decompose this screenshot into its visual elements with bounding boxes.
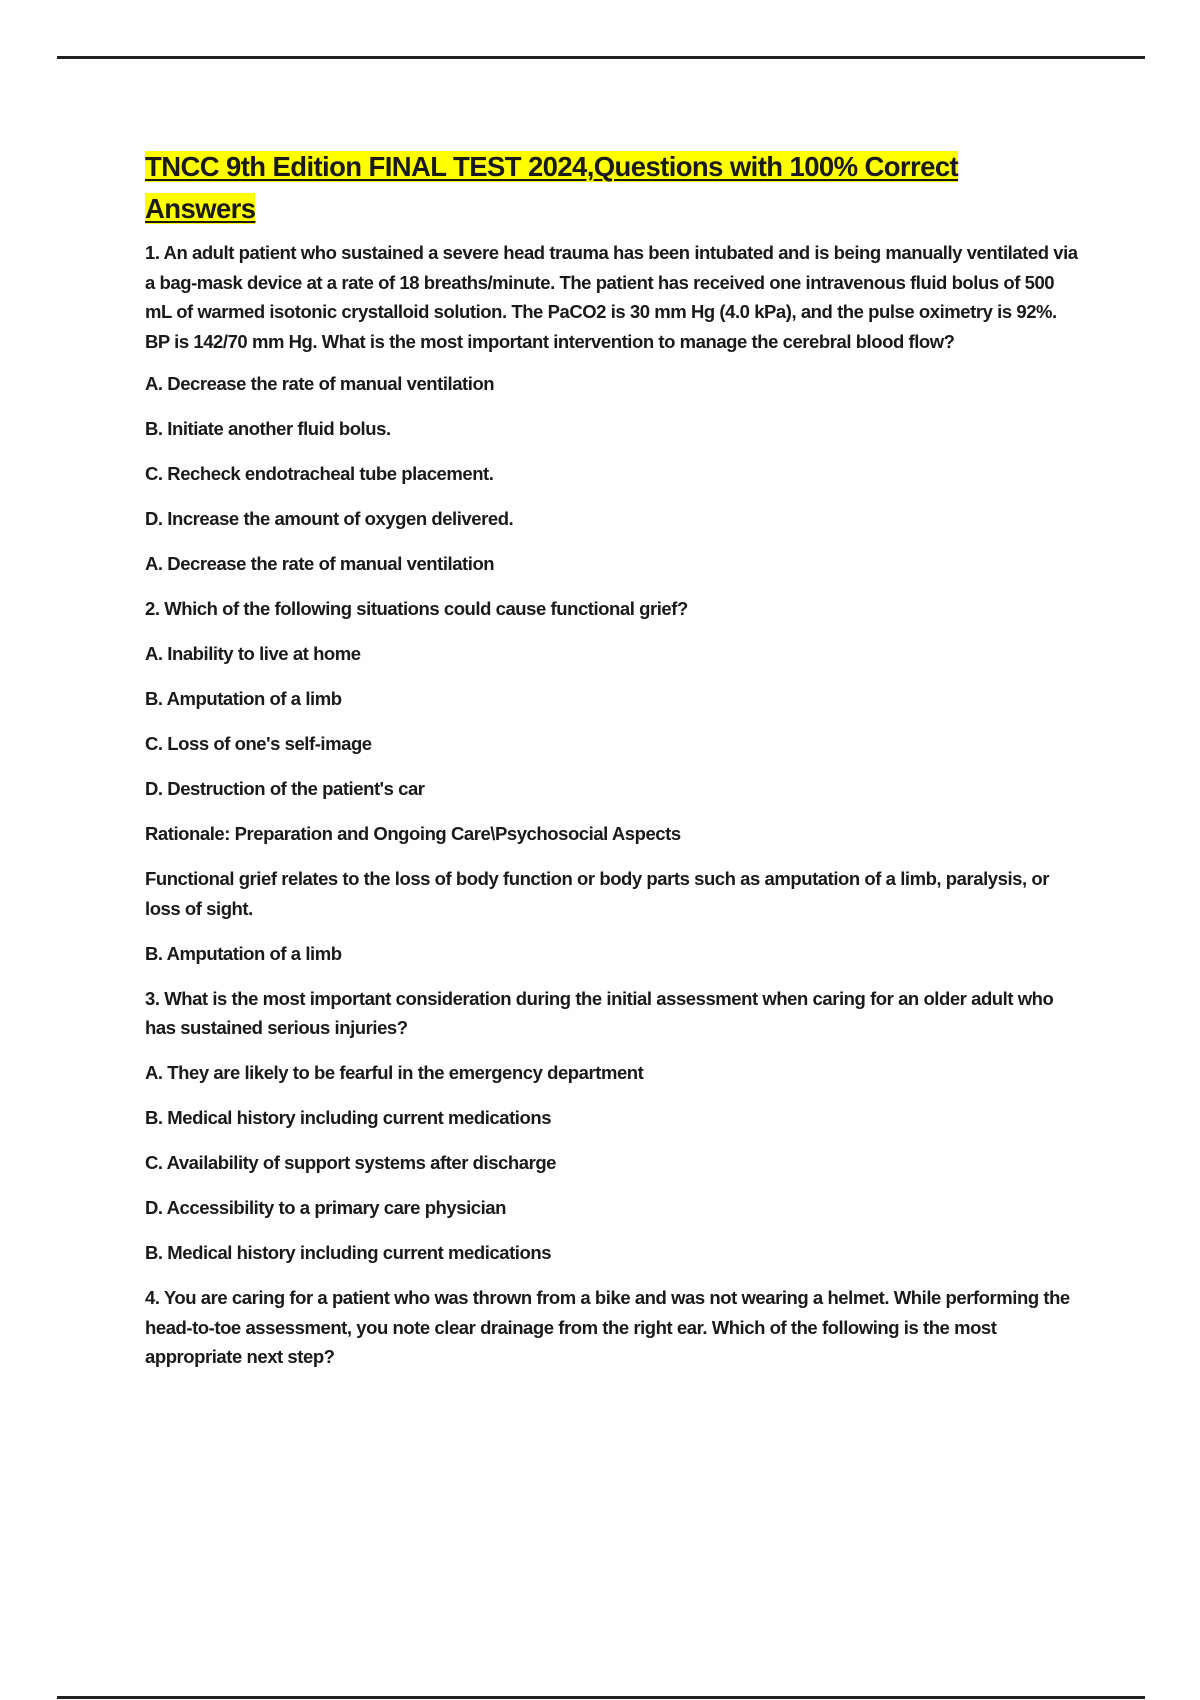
question-2-option-b: B. Amputation of a limb — [145, 688, 342, 709]
document-body — [145, 146, 1085, 1387]
question-3-option-c: C. Availability of support systems after discharge — [145, 1152, 557, 1173]
title-line-1: TNCC 9th Edition FINAL TEST 2024,Questions with 100% Correct — [145, 151, 959, 182]
question-1-option-b: B. Initiate another fluid bolus. — [145, 418, 391, 439]
footer-rule — [57, 1696, 1145, 1699]
question-1-text: 1. An adult patient who sustained a severe head trauma has been intubated and is being manually ventilated via a bag-mask device at a rate of 18 breaths/minute. The patient has received one intravenous fluid bolus of 500 mL of warmed isotonic crystalloid solution. The PaCO2 is 30 mm Hg (4.0 kPa), and the pulse oximetry is 92%. BP is 142/70 mm Hg. What is the most important intervention to manage the cerebral blood flow? — [145, 242, 1078, 352]
header-rule — [57, 56, 1145, 59]
title-line-2: Answers — [145, 193, 256, 224]
question-2-rationale-text: Functional grief relates to the loss of body function or body parts such as amputation of a limb, paralysis, or loss of sight. — [145, 868, 1049, 919]
question-3-answer: B. Medical history including current medications — [145, 1242, 552, 1263]
question-1-option-d: D. Increase the amount of oxygen delivered. — [145, 508, 514, 529]
question-3-option-a: A. They are likely to be fearful in the emergency department — [145, 1062, 644, 1083]
question-3-option-b: B. Medical history including current medications — [145, 1107, 552, 1128]
question-2-option-d: D. Destruction of the patient's car — [145, 778, 425, 799]
question-2-option-a: A. Inability to live at home — [145, 643, 361, 664]
question-2-option-c: C. Loss of one's self-image — [145, 733, 372, 754]
question-3-text: 3. What is the most important consideration during the initial assessment when caring for an older adult who has sustained serious injuries? — [145, 987, 1054, 1038]
question-1-option-a: A. Decrease the rate of manual ventilation — [145, 373, 495, 394]
question-3-option-d: D. Accessibility to a primary care physician — [145, 1197, 506, 1218]
question-1-option-c: C. Recheck endotracheal tube placement. — [145, 463, 494, 484]
question-2-text: 2. Which of the following situations could cause functional grief? — [145, 598, 688, 619]
question-2-rationale-heading: Rationale: Preparation and Ongoing Care\Psychosocial Aspects — [145, 823, 681, 844]
question-1-answer: A. Decrease the rate of manual ventilation — [145, 553, 495, 574]
question-4-text: 4. You are caring for a patient who was thrown from a bike and was not wearing a helmet. While performing the head-to-toe assessment, you note clear drainage from the right ear. Which of the following is the most appropriate next step? — [145, 1287, 1070, 1367]
question-2-answer: B. Amputation of a limb — [145, 942, 342, 964]
document-title — [145, 146, 1085, 230]
